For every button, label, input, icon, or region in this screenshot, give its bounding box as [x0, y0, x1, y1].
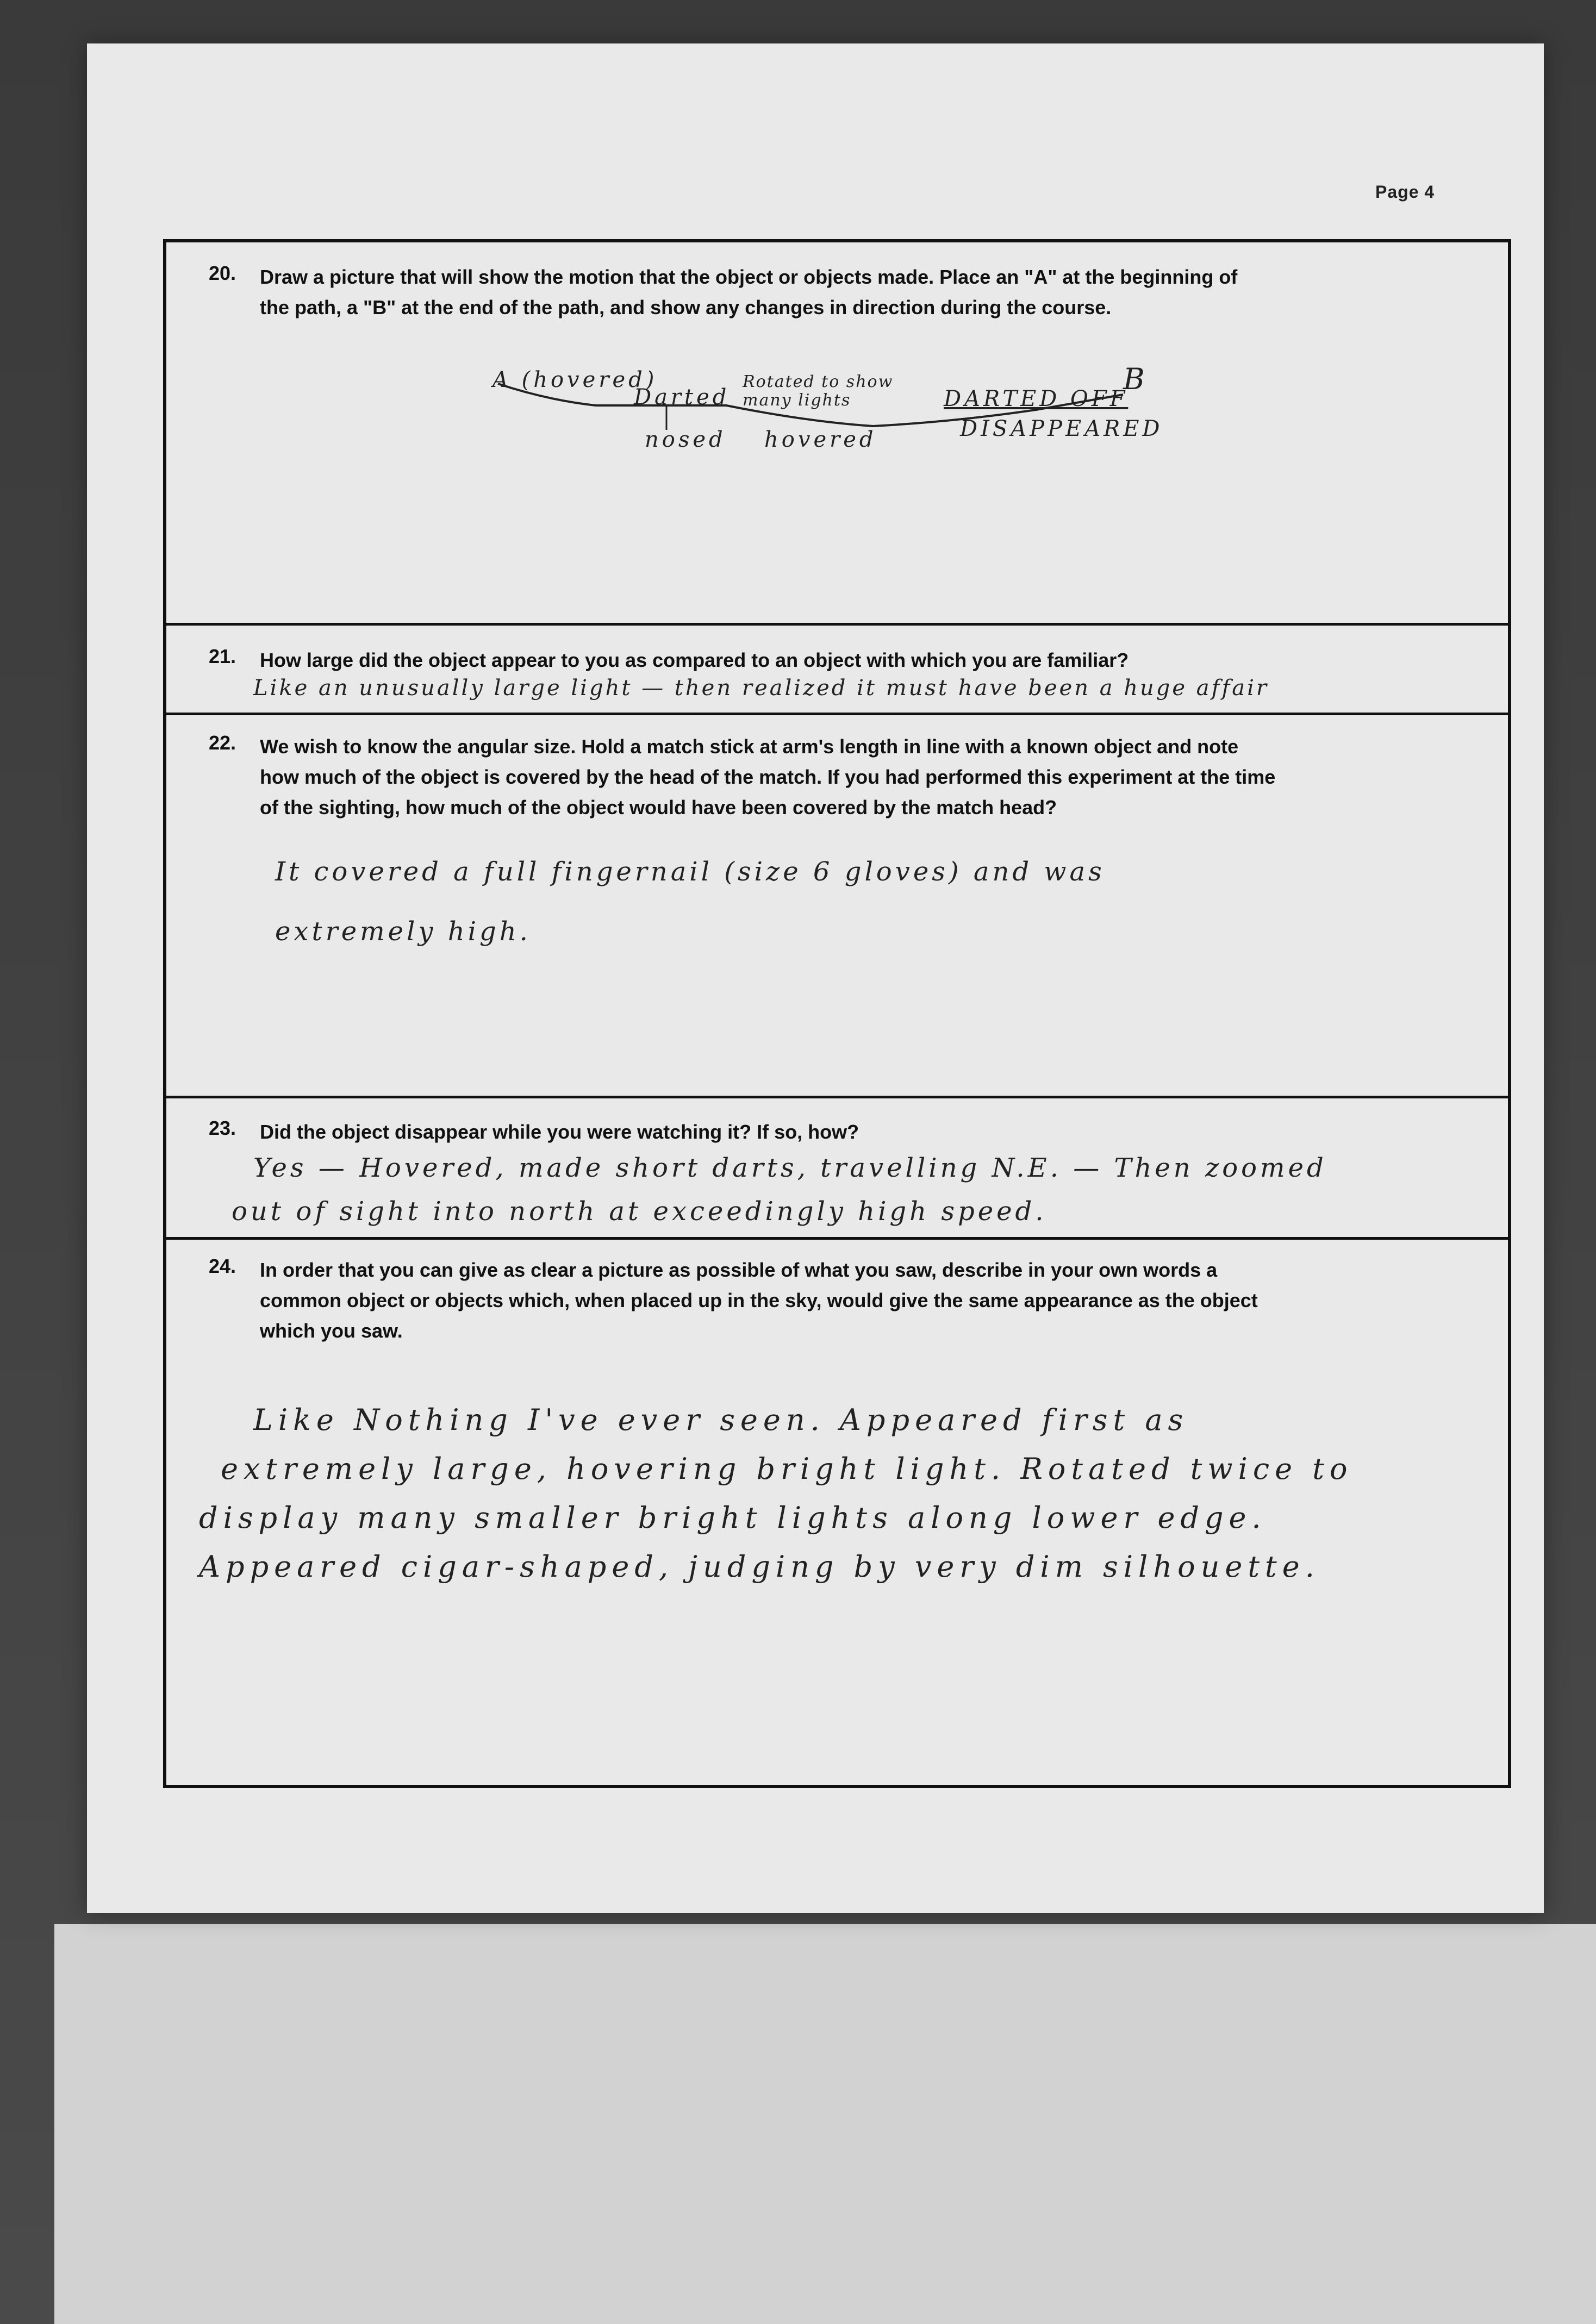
question-23-answer-line-2: out of sight into north at exceedingly high speed.: [232, 1196, 1047, 1227]
question-24-answer-line-2: extremely large, hovering bright light. Rotated twice to: [221, 1452, 1353, 1486]
page-number: Page 4: [1375, 182, 1435, 202]
question-21-text: How large did the object appear to you as compared to an object with which you are familiar?: [260, 649, 1129, 671]
sketch-hovered-label: hovered: [764, 427, 877, 452]
sketch-darted-off-label: DARTED OFF: [944, 386, 1129, 411]
sketch-darted-label: Darted: [634, 385, 730, 410]
question-24-section: [166, 1240, 1508, 1785]
question-24-line-2: common object or objects which, when placed up in the sky, would give the same appearance as the object: [260, 1289, 1258, 1311]
questionnaire-form: [163, 239, 1511, 1788]
question-24-line-1: In order that you can give as clear a picture as possible of what you saw, describe in your own words a: [260, 1259, 1218, 1281]
question-21-number: 21.: [209, 645, 236, 667]
sketch-end-label: B: [1123, 362, 1150, 396]
question-21-section: [166, 626, 1508, 715]
question-22-line-1: We wish to know the angular size. Hold a match stick at arm's length in line with a known object and note: [260, 735, 1239, 758]
underlying-sheet: [54, 1924, 1596, 2324]
question-20-line-1: Draw a picture that will show the motion that the object or objects made. Place an "A" at the beginning of: [260, 266, 1238, 288]
question-20-line-2: the path, a "B" at the end of the path, and show any changes in direction during the course.: [260, 296, 1112, 318]
question-22-line-2: how much of the object is covered by the head of the match. If you had performed this experiment at the time: [260, 766, 1276, 788]
question-23-section: [166, 1098, 1508, 1240]
question-21-answer: Like an unusually large light — then realized it must have been a huge affair: [253, 676, 1269, 701]
question-22-number: 22.: [209, 732, 236, 754]
sketch-rotated-label: Rotated to show many lights: [743, 372, 894, 410]
question-22-answer-line-2: extremely high.: [275, 916, 531, 947]
question-22-line-3: of the sighting, how much of the object would have been covered by the match head?: [260, 796, 1057, 819]
question-22-answer-line-1: It covered a full fingernail (size 6 gloves) and was: [275, 857, 1105, 887]
question-22-text: [260, 732, 1467, 823]
question-23-number: 23.: [209, 1117, 236, 1139]
question-24-number: 24.: [209, 1255, 236, 1277]
question-24-answer-line-3: display many smaller bright lights along lower edge.: [199, 1501, 1267, 1535]
question-22-section: [166, 715, 1508, 1098]
question-20-section: [166, 242, 1508, 626]
question-24-line-3: which you saw.: [260, 1320, 403, 1342]
question-24-text: [260, 1255, 1467, 1346]
question-24-answer-line-4: Appeared cigar-shaped, judging by very dim silhouette.: [199, 1550, 1320, 1584]
question-23-answer-line-1: Yes — Hovered, made short darts, travelling N.E. — Then zoomed: [253, 1153, 1327, 1183]
question-23-text: Did the object disappear while you were watching it? If so, how?: [260, 1121, 859, 1143]
question-20-number: 20.: [209, 262, 236, 284]
sketch-nosed-label: nosed: [645, 427, 726, 452]
sketch-start-label: A (hovered): [492, 367, 658, 392]
question-24-answer-line-1: Like Nothing I've ever seen. Appeared first as: [253, 1403, 1189, 1437]
sketch-disappeared-label: DISAPPEARED: [960, 416, 1163, 441]
